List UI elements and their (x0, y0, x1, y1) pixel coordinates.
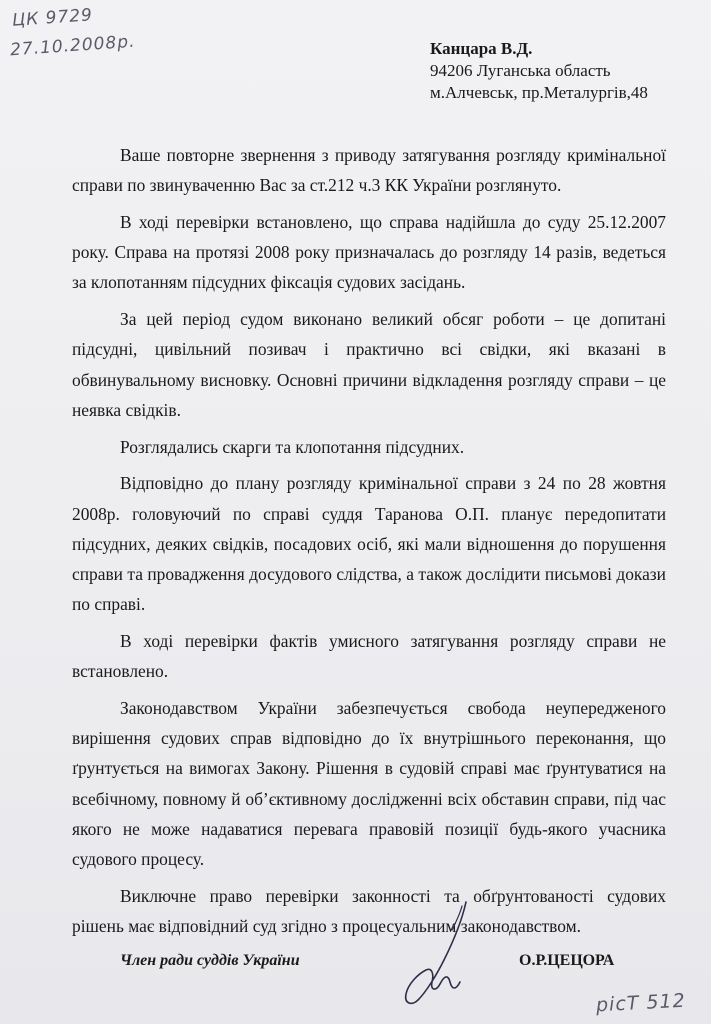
addressee-block (430, 38, 690, 104)
signer-name: О.Р.ЦЕЦОРА (519, 952, 615, 969)
handwritten-registration-number: ЦК 9729 (11, 5, 94, 31)
paragraph: В ході перевірки встановлено, що справа надійшла до суду 25.12.2007 року. Справа на протязі 2008 року призначалась до розгляду 14 разів, ведеться за клопотанням підсудних фіксація судових засідань. (72, 212, 666, 293)
signature-row (0, 952, 711, 982)
paragraph: Законодавством України забезпечується свобода неупередженого вирішення судових справ відповідно до їх внутрішнього переконання, що ґрунтується на вимогах Закону. Рішення в судовій справі має ґрунтуватися на всебічному, повному й об’єктивному дослідженні всіх обставин справи, під час якого не може надаватися перевага правовій позиції будь-якого учасника судового процесу. (72, 698, 666, 870)
paragraph: За цей період судом виконано великий обсяг роботи – це допитані підсудні, цивільний позивач і практично всі свідки, які вказані в обвинувальному висновку. Основні причини відкладення розгляду справи – це неявка свідків. (72, 309, 666, 420)
addressee-address-line-1: 94206 Луганська область (430, 61, 611, 80)
paragraph: Розглядались скарги та клопотання підсудних. (120, 436, 465, 457)
paragraph: Виключне право перевірки законності та обґрунтованості судових рішень має відповідний суд згідно з процесуальним законодавством. (72, 885, 666, 937)
addressee-address-line-2: м.Алчевськ, пр.Металургів,48 (430, 83, 648, 102)
paragraph: Ваше повторне звернення з приводу затягування розгляду кримінальної справи по звинуваченню Вас за ст.212 ч.3 КК України розглянуто. (72, 145, 666, 196)
paragraph: В ході перевірки фактів умисного затягування розгляду справи не встановлено. (72, 631, 666, 682)
signer-position: Член ради суддів України (120, 952, 300, 969)
addressee-name: Канцара В.Д. (430, 39, 533, 58)
paragraph: Відповідно до плану розгляду кримінальної справи з 24 по 28 жовтня 2008р. головуючий по справі суддя Таранова О.П. планує передопитати підсудних, деяких свідків, посадових осіб, які мали відношення до порушення справи та провадження досудового слідства, а також дослідити письмові докази по справі. (72, 473, 666, 615)
letter-body (72, 140, 666, 948)
handwritten-folio-number: рісТ 512 (595, 989, 687, 1017)
handwritten-date: 27.10.2008р. (9, 31, 137, 61)
